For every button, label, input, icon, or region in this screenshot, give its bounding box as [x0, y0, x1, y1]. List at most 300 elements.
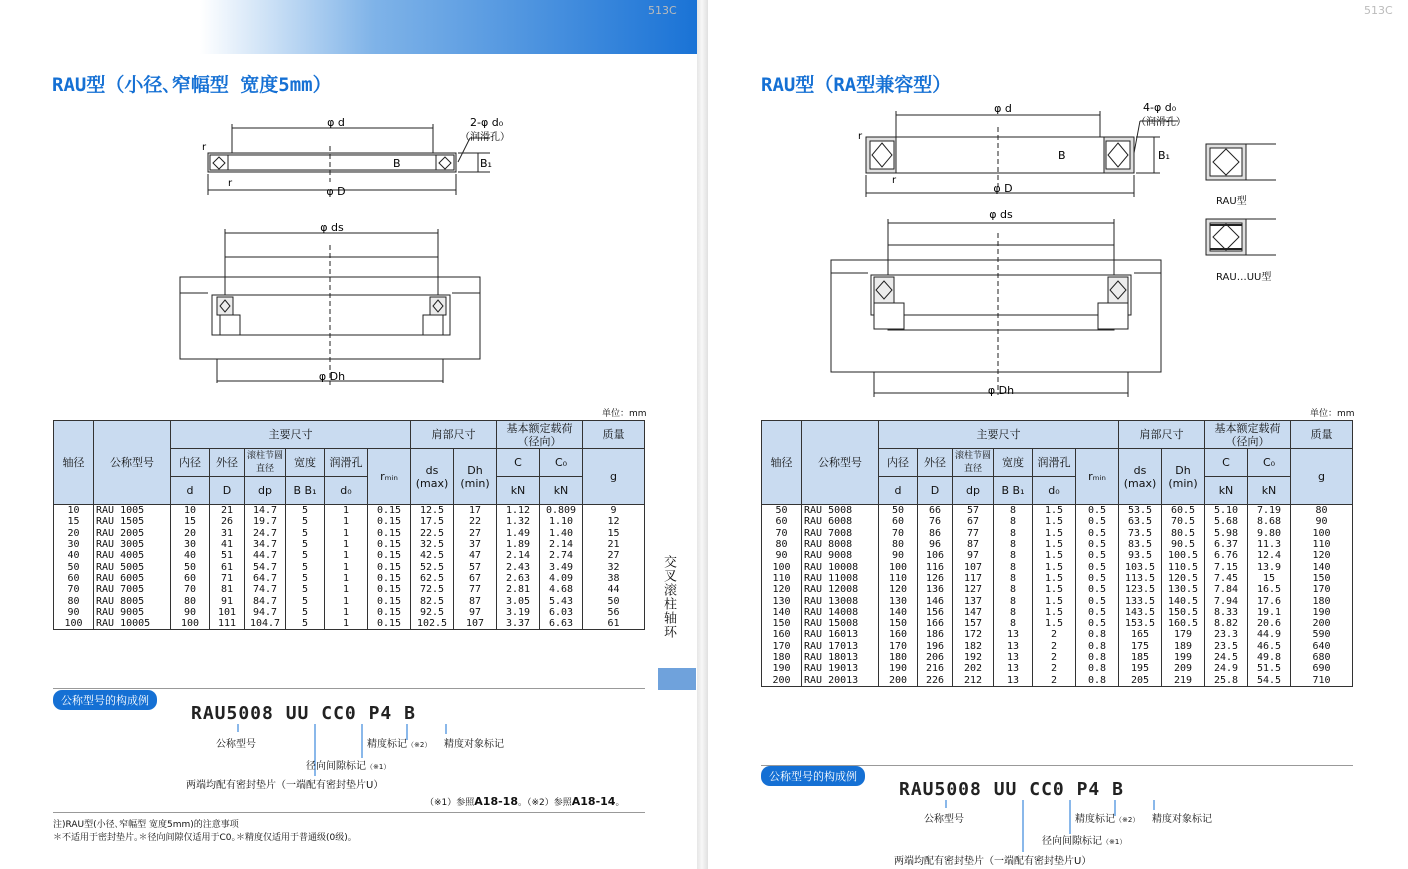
example-leaders — [190, 722, 470, 782]
table-cell: 170 — [879, 641, 918, 652]
table-row — [54, 618, 645, 630]
table-cell: 4.68 — [540, 584, 583, 595]
table-cell: 54.5 — [1248, 674, 1291, 686]
left-page — [0, 0, 697, 869]
rau-type-icon — [1204, 140, 1284, 190]
table-cell: 80 — [1291, 505, 1353, 517]
table-cell: 7.84 — [1205, 584, 1248, 595]
table-cell: 96 — [918, 539, 953, 550]
table-cell: 0.5 — [1076, 573, 1119, 584]
table-cell: 81 — [210, 584, 245, 595]
label-d: φ d — [327, 116, 345, 129]
table-cell: RAU 1005 — [94, 505, 171, 517]
th-load: 基本额定载荷 （径向） — [1205, 421, 1291, 449]
label-clearance: 径向间隙标记（※1） — [1042, 836, 1127, 847]
table-cell: RAU 8005 — [94, 595, 171, 606]
table-cell: 212 — [953, 674, 994, 686]
table-cell: 150 — [1291, 573, 1353, 584]
table-cell: 7.45 — [1205, 573, 1248, 584]
table-cell: 1 — [325, 618, 368, 630]
table-cell: 0.8 — [1076, 674, 1119, 686]
table-cell: 20.6 — [1248, 618, 1291, 629]
table-cell: 219 — [1162, 674, 1205, 686]
table-cell: 0.15 — [368, 539, 411, 550]
table-cell: 1.5 — [1033, 561, 1076, 572]
note-body: ＊不适用于密封垫片｡＊径向间隙仅适用于C0｡＊精度仅适用于普通级(0级)｡ — [53, 833, 353, 843]
table-cell: 133.5 — [1119, 595, 1162, 606]
table-cell: 97 — [454, 607, 497, 618]
table-cell: 67 — [953, 516, 994, 527]
table-cell: 8 — [994, 516, 1033, 527]
table-cell: 8 — [994, 528, 1033, 539]
table-cell: 0.5 — [1076, 539, 1119, 550]
table-cell: 70 — [171, 584, 210, 595]
table-cell: 100 — [171, 618, 210, 630]
th-model: 公称型号 — [94, 421, 171, 505]
table-cell: 70 — [762, 528, 802, 539]
th-C: C — [1205, 449, 1248, 477]
table-cell: 60 — [879, 516, 918, 527]
th-dp: dp — [245, 477, 286, 505]
th-model: 公称型号 — [802, 421, 879, 505]
table-cell: 120 — [762, 584, 802, 595]
spec-table-body — [54, 505, 645, 630]
table-row — [54, 550, 645, 561]
label-precision-target: 精度对象标记 — [444, 739, 504, 750]
th-g: g — [1291, 449, 1353, 505]
table-cell: 13.9 — [1248, 561, 1291, 572]
table-cell: 113.5 — [1119, 573, 1162, 584]
label-holes-note: （润滑孔） — [1136, 117, 1186, 128]
label-holes: 2-φ d₀ — [470, 116, 504, 129]
table-cell: RAU 17013 — [802, 641, 879, 652]
table-cell: 123.5 — [1119, 584, 1162, 595]
th-rmin: rₘᵢₙ — [368, 449, 411, 505]
table-cell: RAU 4005 — [94, 550, 171, 561]
table-row — [762, 607, 1353, 618]
label-precision-target: 精度对象标记 — [1152, 814, 1212, 825]
table-cell: 8 — [994, 607, 1033, 618]
label-r: r — [202, 142, 207, 153]
table-cell: 190 — [879, 663, 918, 674]
table-cell: 205 — [1119, 674, 1162, 686]
th-inner: 内径 — [171, 449, 210, 477]
table-cell: 0.5 — [1076, 595, 1119, 606]
table-cell: 40 — [171, 550, 210, 561]
label-seal: 两端均配有密封垫片（一端配有密封垫片U） — [894, 856, 1092, 867]
table-cell: 160.5 — [1162, 618, 1205, 629]
table-cell: 202 — [953, 663, 994, 674]
table-cell: 16.5 — [1248, 584, 1291, 595]
table-cell: 160 — [879, 629, 918, 640]
table-cell: 3.37 — [497, 618, 540, 630]
table-cell: 77 — [953, 528, 994, 539]
table-cell: 0.15 — [368, 561, 411, 572]
th-kN1: kN — [497, 477, 540, 505]
table-cell: 140 — [1291, 561, 1353, 572]
table-cell: 50 — [762, 505, 802, 517]
table-row — [762, 561, 1353, 572]
table-cell: 5 — [286, 516, 325, 527]
table-cell: 5.43 — [540, 595, 583, 606]
table-row — [54, 516, 645, 527]
table-cell: 136 — [918, 584, 953, 595]
label-Dh: φ Dh — [318, 370, 346, 383]
table-cell: 3.05 — [497, 595, 540, 606]
table-cell: 157 — [953, 618, 994, 629]
table-cell: 8 — [994, 584, 1033, 595]
table-cell: RAU 5005 — [94, 561, 171, 572]
table-cell: 180 — [762, 652, 802, 663]
table-cell: 15 — [54, 516, 94, 527]
table-cell: 172 — [953, 629, 994, 640]
table-cell: RAU 6005 — [94, 573, 171, 584]
table-cell: 0.5 — [1076, 584, 1119, 595]
th-g: g — [583, 449, 645, 505]
table-cell: RAU 16013 — [802, 629, 879, 640]
label-model: 公称型号 — [216, 739, 256, 750]
label-ds: φ ds — [989, 208, 1013, 221]
table-cell: 680 — [1291, 652, 1353, 663]
table-cell: 0.5 — [1076, 607, 1119, 618]
table-cell: 2.74 — [540, 550, 583, 561]
table-cell: 82.5 — [411, 595, 454, 606]
section-divider — [53, 688, 645, 689]
table-cell: 19.7 — [245, 516, 286, 527]
table-row — [54, 561, 645, 572]
table-cell: 30 — [171, 539, 210, 550]
table-cell: 100 — [762, 561, 802, 572]
table-cell: 1.5 — [1033, 595, 1076, 606]
table-cell: 190 — [1291, 607, 1353, 618]
label-precision: 精度标记（※2） — [367, 739, 432, 750]
th-d: d — [879, 477, 918, 505]
table-cell: RAU 13008 — [802, 595, 879, 606]
table-cell: 110 — [879, 573, 918, 584]
table-cell: 1.12 — [497, 505, 540, 517]
example-badge: 公称型号的构成例 — [53, 690, 157, 710]
page-number: 513C — [648, 4, 677, 17]
table-cell: 91 — [210, 595, 245, 606]
table-cell: RAU 6008 — [802, 516, 879, 527]
table-cell: 2 — [1033, 663, 1076, 674]
table-row — [54, 573, 645, 584]
table-cell: RAU 14008 — [802, 607, 879, 618]
table-cell: 156 — [918, 607, 953, 618]
table-cell: 126 — [918, 573, 953, 584]
table-row — [762, 595, 1353, 606]
table-cell: 1 — [325, 573, 368, 584]
table-cell: 8 — [994, 550, 1033, 561]
table-cell: 140 — [762, 607, 802, 618]
table-cell: 8 — [994, 573, 1033, 584]
code-part-clearance: CC0 — [321, 703, 357, 724]
table-cell: 5 — [286, 539, 325, 550]
table-cell: 3.49 — [540, 561, 583, 572]
table-cell: 147 — [953, 607, 994, 618]
table-cell: 5 — [286, 595, 325, 606]
label-ds: φ ds — [320, 221, 344, 234]
table-cell: 1.5 — [1033, 573, 1076, 584]
table-cell: 5 — [286, 561, 325, 572]
table-cell: 2.81 — [497, 584, 540, 595]
th-pitch: 滚柱节圆直径 — [245, 449, 286, 477]
table-cell: 80 — [762, 539, 802, 550]
table-cell: 26 — [210, 516, 245, 527]
th-width: 宽度 — [994, 449, 1033, 477]
table-cell: 200 — [762, 674, 802, 686]
table-cell: 70 — [879, 528, 918, 539]
table-cell: 150 — [762, 618, 802, 629]
table-cell: 5 — [286, 550, 325, 561]
table-cell: 38 — [583, 573, 645, 584]
side-tab-label: 交叉滚柱轴环 — [661, 555, 676, 639]
table-cell: 5 — [286, 573, 325, 584]
table-cell: 1.40 — [540, 528, 583, 539]
table-cell: 46.5 — [1248, 641, 1291, 652]
table-cell: 57 — [953, 505, 994, 517]
table-row — [54, 528, 645, 539]
unit-label: 单位：mm — [1310, 409, 1355, 419]
table-cell: 106 — [918, 550, 953, 561]
table-cell: 15 — [1248, 573, 1291, 584]
th-outer: 外径 — [918, 449, 953, 477]
table-cell: 1.5 — [1033, 539, 1076, 550]
table-cell: 1 — [325, 550, 368, 561]
table-cell: 12.4 — [1248, 550, 1291, 561]
code-part-clearance: CC0 — [1029, 779, 1065, 800]
table-cell: 17.5 — [411, 516, 454, 527]
table-cell: 32 — [583, 561, 645, 572]
table-row — [762, 573, 1353, 584]
table-row — [54, 584, 645, 595]
example-code — [899, 779, 1124, 800]
table-row — [762, 550, 1353, 561]
table-cell: 9.80 — [1248, 528, 1291, 539]
table-cell: 8 — [994, 561, 1033, 572]
table-cell: RAU 11008 — [802, 573, 879, 584]
table-cell: 8 — [994, 595, 1033, 606]
table-cell: 54.7 — [245, 561, 286, 572]
table-row — [54, 505, 645, 517]
table-cell: RAU 7008 — [802, 528, 879, 539]
th-C0: C₀ — [540, 449, 583, 477]
table-cell: 100 — [1291, 528, 1353, 539]
label-r-lower: r — [228, 178, 233, 189]
table-cell: RAU 7005 — [94, 584, 171, 595]
table-cell: 63.5 — [1119, 516, 1162, 527]
table-cell: 22.5 — [411, 528, 454, 539]
table-cell: 50 — [54, 561, 94, 572]
table-cell: 130.5 — [1162, 584, 1205, 595]
table-row — [762, 516, 1353, 527]
table-cell: 12.5 — [411, 505, 454, 517]
table-cell: 2 — [1033, 629, 1076, 640]
table-cell: 90 — [762, 550, 802, 561]
table-cell: 80.5 — [1162, 528, 1205, 539]
table-cell: 127 — [953, 584, 994, 595]
table-cell: RAU 19013 — [802, 663, 879, 674]
table-cell: 11.3 — [1248, 539, 1291, 550]
table-cell: 20 — [54, 528, 94, 539]
table-cell: 32.5 — [411, 539, 454, 550]
table-cell: 8.82 — [1205, 618, 1248, 629]
table-cell: 690 — [1291, 663, 1353, 674]
table-cell: 2 — [1033, 652, 1076, 663]
table-cell: 1.89 — [497, 539, 540, 550]
table-cell: 73.5 — [1119, 528, 1162, 539]
table-cell: 60.5 — [1162, 505, 1205, 517]
table-cell: 80 — [171, 595, 210, 606]
table-cell: 13 — [994, 652, 1033, 663]
table-cell: 0.5 — [1076, 550, 1119, 561]
th-shaft: 轴径 — [54, 421, 94, 505]
page-number: 513C — [1364, 4, 1393, 17]
table-cell: 90 — [54, 607, 94, 618]
th-BB1: B B₁ — [994, 477, 1033, 505]
table-cell: 44 — [583, 584, 645, 595]
table-row — [54, 539, 645, 550]
table-cell: 51.5 — [1248, 663, 1291, 674]
table-cell: 2.63 — [497, 573, 540, 584]
table-cell: 7.15 — [1205, 561, 1248, 572]
table-cell: 9 — [583, 505, 645, 517]
table-cell: 102.5 — [411, 618, 454, 630]
table-cell: 5.10 — [1205, 505, 1248, 517]
code-part-seal: UU — [285, 703, 310, 724]
table-cell: 21 — [210, 505, 245, 517]
table-cell: 1 — [325, 595, 368, 606]
table-cell: 0.5 — [1076, 618, 1119, 629]
table-cell: 22 — [454, 516, 497, 527]
table-cell: 31 — [210, 528, 245, 539]
table-cell: 0.5 — [1076, 505, 1119, 517]
table-cell: 3.19 — [497, 607, 540, 618]
code-part-precision: P4 — [368, 703, 393, 724]
label-holes: 4-φ d₀ — [1143, 101, 1177, 114]
th-ds: ds (max) — [411, 449, 454, 505]
table-cell: 44.7 — [245, 550, 286, 561]
th-C: C — [497, 449, 540, 477]
table-cell: 8 — [994, 539, 1033, 550]
table-cell: RAU 10008 — [802, 561, 879, 572]
table-cell: RAU 2005 — [94, 528, 171, 539]
table-cell: 7.19 — [1248, 505, 1291, 517]
table-cell: 2.14 — [540, 539, 583, 550]
table-cell: 90 — [171, 607, 210, 618]
table-cell: 20 — [171, 528, 210, 539]
table-cell: 23.5 — [1205, 641, 1248, 652]
table-cell: 111 — [210, 618, 245, 630]
table-cell: 170 — [1291, 584, 1353, 595]
table-cell: 6.76 — [1205, 550, 1248, 561]
th-main-dims: 主要尺寸 — [879, 421, 1119, 449]
table-row — [54, 607, 645, 618]
table-cell: 0.5 — [1076, 516, 1119, 527]
table-cell: 80 — [879, 539, 918, 550]
spec-table-body — [762, 505, 1353, 687]
table-cell: 107 — [454, 618, 497, 630]
table-cell: 23.3 — [1205, 629, 1248, 640]
table-cell: 185 — [1119, 652, 1162, 663]
th-d0: d₀ — [325, 477, 368, 505]
label-D: φ D — [993, 182, 1013, 195]
table-cell: 0.5 — [1076, 528, 1119, 539]
table-cell: 5 — [286, 528, 325, 539]
table-cell: 200 — [1291, 618, 1353, 629]
table-cell: RAU 10005 — [94, 618, 171, 630]
table-cell: 0.15 — [368, 550, 411, 561]
table-cell: 120.5 — [1162, 573, 1205, 584]
table-cell: 42.5 — [411, 550, 454, 561]
table-cell: 53.5 — [1119, 505, 1162, 517]
table-cell: 10 — [54, 505, 94, 517]
table-cell: 206 — [918, 652, 953, 663]
table-cell: 92.5 — [411, 607, 454, 618]
table-cell: 110 — [1291, 539, 1353, 550]
bearing-section-drawing — [190, 110, 510, 210]
label-r-lower: r — [892, 175, 897, 186]
label-clearance: 径向间隙标记（※1） — [306, 761, 391, 772]
th-shoulder: 肩部尺寸 — [1119, 421, 1205, 449]
table-cell: 5 — [286, 618, 325, 630]
table-cell: 72.5 — [411, 584, 454, 595]
th-d0: d₀ — [1033, 477, 1076, 505]
table-cell: 165 — [1119, 629, 1162, 640]
th-D: D — [210, 477, 245, 505]
table-cell: 40 — [54, 550, 94, 561]
table-cell: 1.32 — [497, 516, 540, 527]
table-cell: 101 — [210, 607, 245, 618]
table-cell: 143.5 — [1119, 607, 1162, 618]
table-cell: 13 — [994, 629, 1033, 640]
table-cell: 186 — [918, 629, 953, 640]
table-cell: 140 — [879, 607, 918, 618]
table-cell: 60 — [54, 573, 94, 584]
table-cell: 12 — [583, 516, 645, 527]
th-dp: dp — [953, 477, 994, 505]
table-cell: 60 — [762, 516, 802, 527]
table-cell: 17.6 — [1248, 595, 1291, 606]
note-title: 注)RAU型(小径､窄幅型 宽度5mm)的注意事项 — [53, 820, 239, 830]
table-cell: 24.7 — [245, 528, 286, 539]
table-cell: 0.15 — [368, 584, 411, 595]
th-rmin: rₘᵢₙ — [1076, 449, 1119, 505]
table-cell: RAU 12008 — [802, 584, 879, 595]
notes-divider — [53, 812, 645, 813]
table-cell: 8 — [994, 505, 1033, 517]
code-part-precision: P4 — [1076, 779, 1101, 800]
table-cell: 1 — [325, 516, 368, 527]
table-cell: 8.68 — [1248, 516, 1291, 527]
mounting-drawing — [826, 205, 1176, 400]
table-cell: 80 — [54, 595, 94, 606]
table-cell: 70 — [54, 584, 94, 595]
table-cell: RAU 18013 — [802, 652, 879, 663]
table-cell: 6.37 — [1205, 539, 1248, 550]
label-rau-type: RAU型 — [1216, 196, 1247, 207]
table-cell: 180 — [879, 652, 918, 663]
th-kN1: kN — [1205, 477, 1248, 505]
table-cell: 710 — [1291, 674, 1353, 686]
th-kN2: kN — [540, 477, 583, 505]
table-cell: 195 — [1119, 663, 1162, 674]
th-pitch: 滚柱节圆直径 — [953, 449, 994, 477]
table-cell: 1.5 — [1033, 618, 1076, 629]
table-cell: 5.98 — [1205, 528, 1248, 539]
table-cell: 27 — [454, 528, 497, 539]
table-cell: 97 — [953, 550, 994, 561]
